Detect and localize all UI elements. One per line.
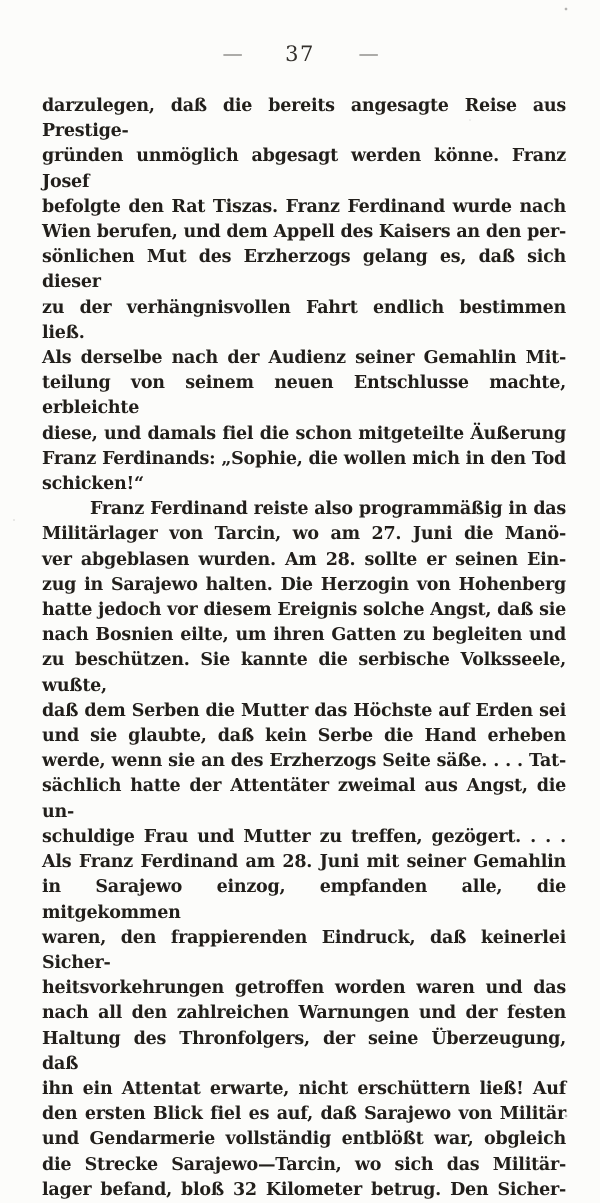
text-line: gründen unmöglich abgesagt werden könne. Franz Josef (42, 146, 566, 192)
header-dash-right: — (358, 45, 378, 63)
text-line: sönlichen Mut des Erzherzogs gelang es, daß sich dieser (42, 247, 566, 293)
text-line: den ersten Blick fiel es auf, daß Sarajewo von Militär (42, 1104, 566, 1125)
text-line: schuldige Frau und Mutter zu treffen, gezögert. . . . (42, 826, 566, 847)
text-line: Als Franz Ferdinand am 28. Juni mit seiner Gemahlin (42, 852, 566, 873)
text-line: zu der verhängnisvollen Fahrt endlich bestimmen ließ. (42, 297, 566, 343)
text-line: Wien berufen, und dem Appell des Kaisers an den per- (42, 222, 566, 243)
text-line: nach all den zahlreichen Warnungen und der festen (42, 1003, 566, 1024)
text-line: Haltung des Thronfolgers, der seine Überzeugung, daß (42, 1028, 566, 1074)
paragraph (42, 497, 566, 1203)
text-line: zu beschützen. Sie kannte die serbische Volksseele, wußte, (42, 650, 566, 696)
text-line: befolgte den Rat Tiszas. Franz Ferdinand wurde nach (42, 196, 566, 217)
text-line: zug in Sarajewo halten. Die Herzogin von Hohenberg (42, 574, 566, 595)
text-line: Militärlager von Tarcin, wo am 27. Juni die Manö- (42, 524, 566, 545)
text-line: teilung von seinem neuen Entschlusse machte, erbleichte (42, 373, 566, 419)
text-line: diese, und damals fiel die schon mitgeteilte Äußerung (42, 423, 566, 444)
text-block (0, 94, 600, 1203)
text-line: schicken!“ (42, 474, 144, 495)
text-line: darzulegen, daß die bereits angesagte Reise aus Prestige- (42, 96, 566, 142)
text-line: hatte jedoch vor diesem Ereignis solche Angst, daß sie (42, 600, 566, 621)
paragraph (42, 94, 566, 497)
header-dash-left: — (222, 45, 242, 63)
page-header (0, 40, 600, 68)
text-line: nach Bosnien eilte, um ihren Gatten zu begleiten und (42, 625, 566, 646)
text-line: werde, wenn sie an des Erzherzogs Seite säße. . . . Tat- (42, 751, 566, 772)
text-line: und Gendarmerie vollständig entblößt war, obgleich (42, 1129, 566, 1150)
text-line: daß dem Serben die Mutter das Höchste auf Erden sei (42, 700, 566, 721)
text-line: und sie glaubte, daß kein Serbe die Hand erheben (42, 726, 566, 747)
text-line: lager befand, bloß 32 Kilometer betrug. Den Sicher- (42, 1179, 566, 1200)
text-line: Franz Ferdinands: „Sophie, die wollen mich in den Tod (42, 448, 566, 469)
text-line: Als derselbe nach der Audienz seiner Gemahlin Mit- (42, 348, 566, 369)
text-line: in Sarajewo einzog, empfanden alle, die mitgekommen (42, 877, 566, 923)
page-number: 37 (285, 42, 315, 66)
text-line: heitsvorkehrungen getroffen worden waren und das (42, 978, 566, 999)
text-line: Franz Ferdinand reiste also programmäßig in das (90, 499, 566, 520)
book-page-scan (0, 40, 600, 1200)
text-line: sächlich hatte der Attentäter zweimal aus Angst, die un- (42, 776, 566, 822)
text-line: ihn ein Attentat erwarte, nicht erschüttern ließ! Auf (42, 1078, 566, 1099)
text-line: waren, den frappierenden Eindruck, daß keinerlei Sicher- (42, 927, 566, 973)
text-line: ver abgeblasen wurden. Am 28. sollte er seinen Ein- (42, 549, 566, 570)
text-line: die Strecke Sarajewo—Tarcin, wo sich das Militär- (42, 1154, 566, 1175)
